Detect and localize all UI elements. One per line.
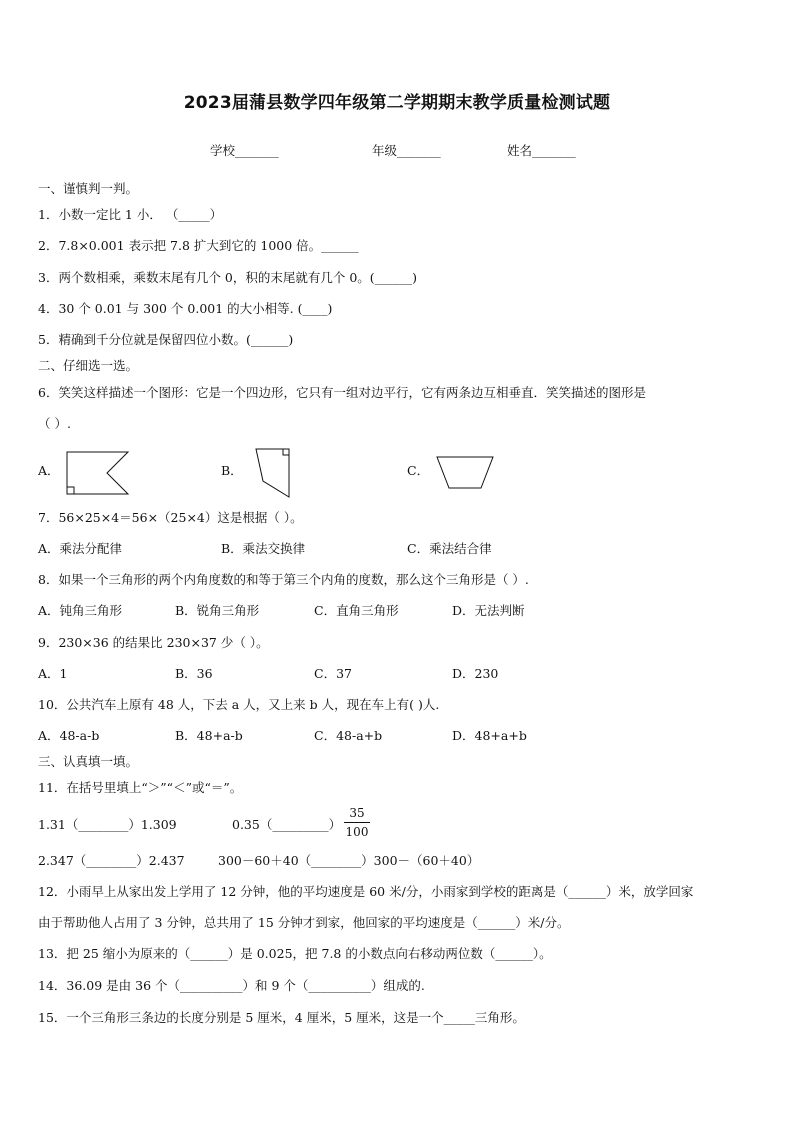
question-15: 15．一个三角形三条边的长度分别是 5 厘米，4 厘米，5 厘米，这是一个_____三角形。 [38,1010,525,1025]
question-11-item-1: 1.31（________）1.309 [38,817,177,832]
fraction-numerator: 35 [349,806,365,820]
fraction-bar [344,822,370,823]
question-11: 11．在括号里填上“＞”“＜”或“＝”。 [38,780,243,795]
question-4: 4．30 个 0.01 与 300 个 0.001 的大小相等. (____) [38,301,333,316]
question-11-item-2: 0.35（_________） [232,817,342,832]
question-10-option-b: B．48+a-b [175,728,243,743]
question-8-option-b: B．锐角三角形 [175,603,260,618]
fraction-denominator: 100 [345,825,369,839]
question-10-option-c: C．48-a+b [314,728,383,743]
question-9-option-d: D．230 [452,666,499,681]
question-11-item-3: 2.347（________）2.437 [38,853,185,868]
option-a-pentagon-figure [66,451,130,495]
question-8: 8．如果一个三角形的两个内角度数的和等于第三个内角的度数，那么这个三角形是（ ）. [38,572,529,587]
name-field: 姓名_______ [507,143,576,158]
question-7-option-c: C．乘法结合律 [407,541,492,556]
question-8-option-c: C．直角三角形 [314,603,399,618]
fraction-35-over-100 [344,806,370,839]
section-heading-2: 二、仔细选一选。 [38,358,139,373]
question-9: 9．230×36 的结果比 230×37 少（ ）。 [38,635,269,650]
question-8-option-a: A．钝角三角形 [38,603,123,618]
question-10-option-d: D．48+a+b [452,728,527,743]
question-6-line-2: （ ）. [38,416,71,431]
question-8-option-d: D．无法判断 [452,603,525,618]
question-10: 10．公共汽车上原有 48 人，下去 a 人，又上来 b 人，现在车上有( )人. [38,697,440,712]
question-11-item-4: 300－60＋40（________）300－（60＋40） [218,853,480,868]
question-9-option-b: B．36 [175,666,213,681]
question-1: 1．小数一定比 1 小． （_____） [38,207,223,222]
question-3: 3．两个数相乘，乘数末尾有几个 0，积的末尾就有几个 0。(______) [38,270,418,285]
question-5: 5．精确到千分位就是保留四位小数。(______) [38,332,294,347]
section-heading-3: 三、认真填一填。 [38,754,139,769]
question-6-option-c: C． [407,463,430,478]
grade-field: 年级_______ [372,143,441,158]
question-7: 7．56×25×4＝56×（25×4）这是根据（ ）。 [38,510,303,525]
question-12-line-2: 由于帮助他人占用了 3 分钟，总共用了 15 分钟才到家，他回家的平均速度是（______）米/分。 [38,915,570,930]
question-14: 14．36.09 是由 36 个（__________）和 9 个（__________）组成的. [38,978,425,993]
question-7-option-b: B．乘法交换律 [221,541,306,556]
question-9-option-a: A．1 [38,666,68,681]
question-7-option-a: A．乘法分配律 [38,541,123,556]
question-12-line-1: 12．小雨早上从家出发上学用了 12 分钟，他的平均速度是 60 米/分，小雨家到学校的距离是（______）米，放学回家 [38,884,694,899]
option-b-trapezoid-figure [253,447,293,499]
question-6-line-1: 6．笑笑这样描述一个图形：它是一个四边形，它只有一组对边平行，它有两条边互相垂直．笑笑描述的图形是 [38,385,646,400]
school-field: 学校_______ [210,143,279,158]
question-2: 2．7.8×0.001 表示把 7.8 扩大到它的 1000 倍。______ [38,238,359,253]
option-c-trapezoid-figure [435,455,495,491]
exam-title: 2023届蒲县数学四年级第二学期期末教学质量检测试题 [183,93,611,113]
question-13: 13．把 25 缩小为原来的（______）是 0.025，把 7.8 的小数点向右移动两位数（______）。 [38,946,552,961]
question-6-option-a: A． [38,463,60,478]
question-10-option-a: A．48-a-b [38,728,100,743]
section-heading-1: 一、谨慎判一判。 [38,181,139,196]
question-6-option-b: B． [221,463,243,478]
question-9-option-c: C．37 [314,666,352,681]
